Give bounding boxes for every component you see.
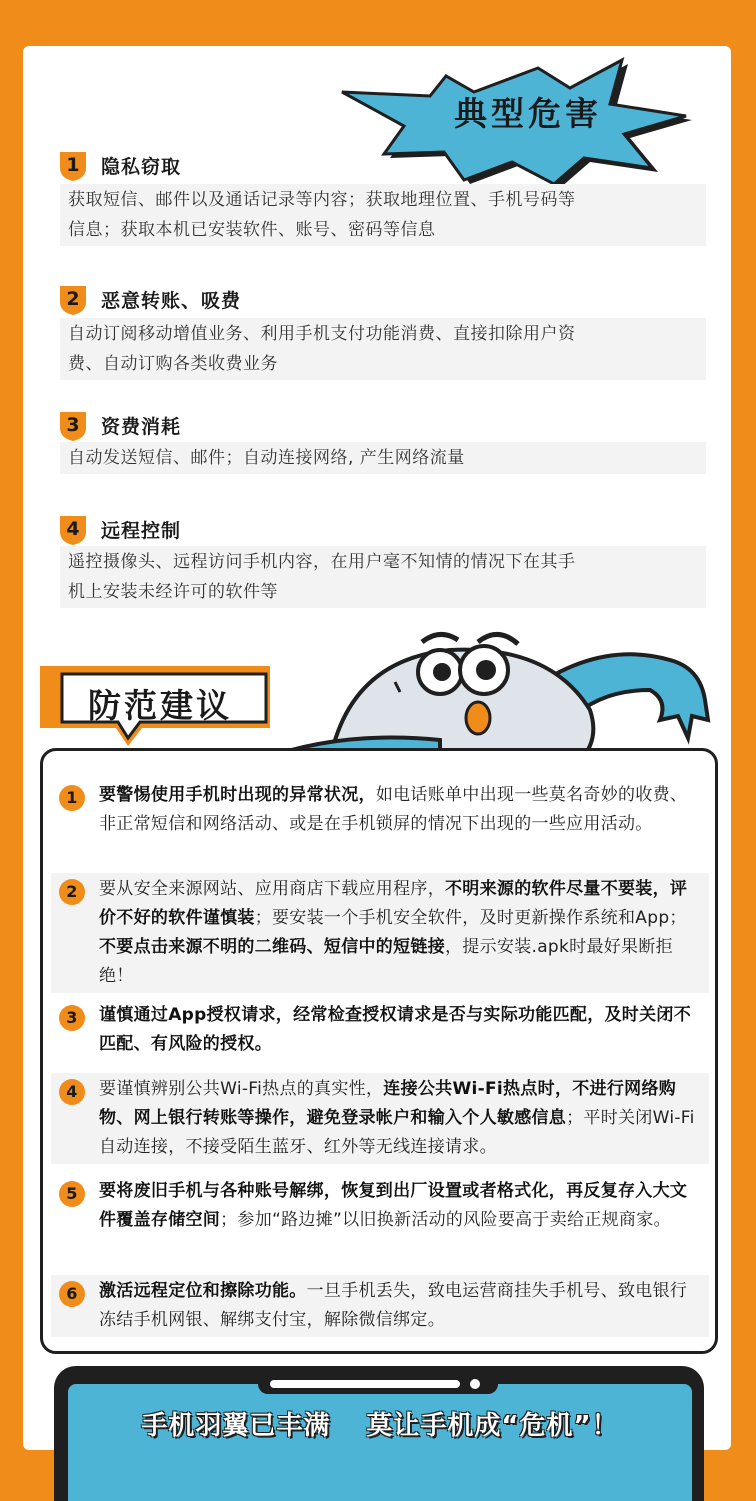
- number-dot-icon: 3: [59, 1005, 85, 1031]
- number-dot-icon: 5: [59, 1181, 85, 1207]
- hazard-title: 资费消耗: [101, 416, 182, 438]
- advice-item-2: 2 要从安全来源网站、应用商店下载应用程序，不明来源的软件尽量不要装，评价不好的软件谨慎装；要安装一个手机安全软件，及时更新操作系统和App；不要点击来源不明的二维码、短信中的短链接，提示安装.apk时最好果断拒绝！: [51, 873, 709, 993]
- hazard-item-1: [56, 150, 706, 250]
- number-dot-icon: 2: [59, 879, 85, 905]
- camera-dot: [470, 1379, 480, 1389]
- hazard-section-title: 典型危害: [454, 94, 602, 133]
- advice-item-5: 5 要将废旧手机与各种账号解绑，恢复到出厂设置或者格式化，再反复存入大文件覆盖存储空间；参加“路边摊”以旧换新活动的风险要高于卖给正规商家。: [51, 1175, 709, 1237]
- number-badge-icon: 2: [56, 284, 90, 316]
- hazard-desc: 自动订阅移动增值业务、利用手机支付功能消费、直接扣除用户资 费、自动订购各类收费业务: [60, 318, 706, 380]
- number-dot-icon: 1: [59, 785, 85, 811]
- advice-item-1: 1 要警惕使用手机时出现的异常状况，如电话账单中出现一些莫名奇妙的收费、非正常短信和网络活动、或是在手机锁屏的情况下出现的一些应用活动。: [51, 779, 709, 841]
- hazard-title: 恶意转账、吸费: [101, 290, 242, 312]
- advice-section-title: 防范建议: [88, 686, 232, 725]
- hazard-title: 远程控制: [101, 520, 182, 542]
- speaker-bar: [270, 1380, 460, 1388]
- number-dot-icon: 4: [59, 1079, 85, 1105]
- hazard-desc: 自动发送短信、邮件；自动连接网络, 产生网络流量: [60, 442, 706, 474]
- phone-screen: [68, 1384, 692, 1501]
- hazard-title: 隐私窃取: [101, 156, 182, 178]
- mascot-illustration: [200, 620, 720, 760]
- hazard-item-4: [56, 514, 706, 614]
- advice-box: [40, 748, 718, 1354]
- slogan: 手机羽翼已丰满 莫让手机成“危机”！: [141, 1411, 619, 1441]
- advice-item-4: 4 要谨慎辨别公共Wi-Fi热点的真实性，连接公共Wi-Fi热点时，不进行网络购物、网上银行转账等操作，避免登录帐户和输入个人敏感信息；平时关闭Wi-Fi自动连接，不接受陌生蓝牙、红外等无线连接请求。: [51, 1073, 709, 1164]
- advice-item-3: 3 谨慎通过App授权请求，经常检查授权请求是否与实际功能匹配，及时关闭不匹配、有风险的授权。: [51, 999, 709, 1061]
- hazard-item-3: [56, 410, 706, 482]
- hazard-desc: 遥控摄像头、远程访问手机内容，在用户毫不知情的情况下在其手 机上安装未经许可的软件等: [60, 546, 706, 608]
- number-badge-icon: 3: [56, 410, 90, 442]
- hazard-item-2: [56, 284, 706, 384]
- number-badge-icon: 1: [56, 150, 90, 182]
- hazard-desc: 获取短信、邮件以及通话记录等内容；获取地理位置、手机号码等 信息；获取本机已安装软件、账号、密码等信息: [60, 184, 706, 246]
- number-badge-icon: 4: [56, 514, 90, 546]
- number-dot-icon: 6: [59, 1281, 85, 1307]
- advice-item-6: 6 激活远程定位和擦除功能。一旦手机丢失，致电运营商挂失手机号、致电银行冻结手机网银、解绑支付宝，解除微信绑定。: [51, 1275, 709, 1337]
